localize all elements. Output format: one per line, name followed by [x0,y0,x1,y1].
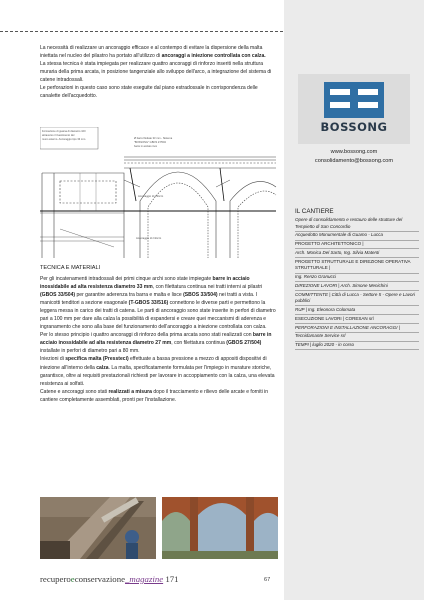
materials-heading: TECNICA E MATERIALI [40,265,101,271]
credits-list [295,217,419,350]
photo-aqueduct-arches [162,497,278,559]
aqueduct-section-drawing [40,127,278,258]
credit-line: PERFORAZIONI E INSTALLAZIONE ANCORAGGI | [295,325,419,333]
brand-logo[interactable] [298,74,410,144]
bossong-logo-icon [324,82,384,118]
magazine-title-e: e [70,574,75,584]
materials-paragraph-4 [40,388,278,404]
materials-t3-bold: (SBOS 33/504) [183,292,218,299]
credit-line: Ing. Renzo Granucci [295,274,419,282]
magazine-title-part-2: conservazione [74,574,125,584]
sidebar [284,0,424,600]
note-left-line1: Formazione di guaina di diametro 100 [42,130,86,133]
photo-installation [40,497,156,559]
note-center-line3: barre in acciaio inox [134,145,158,148]
intro-p1-bold: ancoraggi a iniezione controllata con calza. [161,53,266,60]
brand-wordmark: BOSSONG [320,120,388,134]
materials-t2: , con filettatura continua nei tratti interni ai pilastri [152,284,263,291]
intro-paragraph-2: La stessa tecnica è stata impiegata per realizzare quattro ancoraggi di rinforzo inseriti nella struttura muraria della prima arcata, in posizione tangenziale allo sviluppo dell'arco, a integrazione del sistema di catene intradossali. [40,61,272,84]
intro-paragraph-3: Le perforazioni in questo caso sono state eseguite dal piano estradossale in corrispondenza delle canalette dell'acquedotto. [40,85,258,100]
intro-text [40,44,278,100]
materials-t12-bold: realizzati a misura [108,388,152,395]
technical-drawing [40,127,278,258]
magazine-title-sep: _ [125,574,130,584]
materials-t1: Per gli incatenamenti intradossali dei primi cinque archi sono state impiegate [40,276,213,282]
magazine-title-part-1: recupero [40,574,71,584]
materials-t9: Iniezioni di [40,356,66,363]
magazine-title [40,574,179,584]
note-bottom-label: Ancoraggio di rinforzo [136,237,162,240]
materials-t10-bold: calza [96,364,109,371]
credit-line: RUP | Ing. Eleonora Colomata [295,307,419,315]
materials-paragraph-2 [40,331,278,355]
magazine-issue-number: 171 [163,574,179,584]
materials-t2-bold: (GBOS 33/504) [40,292,76,299]
credit-line: Arch. Monica Del Sarto, Ing. Silvia Matenti [295,250,419,258]
magazine-title-magazine: magazine [129,574,164,584]
materials-t6: Per lo stesso principio i quattro ancoraggi di rinforzo della prima arcata sono stati realizzati con [40,332,253,339]
materials-t11: . La malta, specificatamente formulata per l'impiego in murature storiche, garantisce, oltre ai requisiti prestazionali richiesti per lavorare in accoppiamento con la calza, una elevata resistenza ai solfati. [40,364,275,387]
note-left-line2: attraverso il rivestimento del [42,134,75,137]
note-left-line3: muro esterno. Ancoraggio tipo 33 mm. [42,138,86,141]
intro-paragraph-1 [40,44,278,60]
materials-t7-bold: (GBOS 27/504) [226,340,262,347]
credit-line: ESECUZIONE LAVORI | CORESAN srl [295,316,419,324]
credits-heading: IL CANTIERE [295,208,334,215]
materials-t4-bold: (T-GBOS 33/516) [128,300,169,307]
materials-t6-bold: barre in acciaio inossidabile ad alta resistenza diametro 27 mm [40,332,272,347]
contact-block [284,148,424,166]
materials-t3: per garantire aderenza tra barra e malta e lisce [75,292,184,299]
photo-row [40,497,278,559]
page-number: 67 [264,577,271,583]
intro-p1-text: La necessità di realizzare un ancoraggio efficace e al contempo di evitare la dispersione della malta iniettata nel nucleo del pilastro ha portato all'utilizzo di [40,45,263,60]
credit-line: DIREZIONE LAVORI | Arch. Simone Menichini [295,283,419,291]
credit-line: PROGETTO STRUTTURALE E DIREZIONE OPERATIVA STRUTTURALE | [295,259,419,274]
credit-line: TEMPI | luglio 2020 - in corso [295,342,419,350]
materials-t8: installate in perfori di diametro pari a 80 mm. [40,348,140,355]
note-right-label: Ancoraggio di rinforzo [138,195,164,198]
credit-line: PROGETTO ARCHITETTONICO | [295,241,419,249]
materials-t9-bold: specifica malta (Pressteci) [65,356,129,363]
materials-t1-bold: barre in acciaio inossidabile ad alta resistenza diametro 33 mm [40,276,250,291]
site-credits [295,207,419,351]
credit-line: Acquedotto Monumentale di Guamo - Lucca [295,232,419,240]
note-center-line2: "BOSSONG" GBOS 27/504 [134,141,166,144]
email-link[interactable]: consolidamento@bossong.com [314,158,394,164]
note-center-line1: Ø barre filettate 33 mm - Sistema [134,137,173,140]
materials-paragraph-1 [40,275,278,331]
website-link[interactable]: www.bossong.com [330,149,378,155]
credit-line: Tecnidamante Service srl [295,333,419,341]
credit-line: COMMITTENTE | Città di Lucca - Settore 5 - Opere e Lavori pubblici [295,292,419,307]
materials-paragraph-3 [40,355,278,387]
materials-t5: connettono le diverse parti e permettono la leggera messa in carico dei tratti di catena. Le parti di ancoraggio sono state inserite in perfori di diametro pari a 100 mm per dare alla calza la possibilità di espandersi e creare quei meccanismi di aderenza e ingranamento che sono alla base del funzionamento dell'ancoraggio a iniezione controllata con calza. [40,300,276,331]
credit-line: Opere di consolidamento e restauro delle strutture del Tempietto di San Concordio [295,217,419,232]
materials-text [40,275,278,404]
materials-t12: Catene e ancoraggi sono stati [40,388,109,395]
materials-t7: , con filettatura continua [171,340,227,347]
materials-t4: nei tratti a vista. I manicotti tenditori a sezione esagonale [40,292,258,307]
materials-t10: effettuate a bassa pressione a mezzo di appositi dispositivi di iniezione all'interno della [40,356,267,371]
materials-t13: dopo il tracciamento e rilievo delle arcate e forniti in cantiere completamente assemblati, pronti per l'installazione. [40,388,269,403]
top-dashed-rule [0,31,283,32]
